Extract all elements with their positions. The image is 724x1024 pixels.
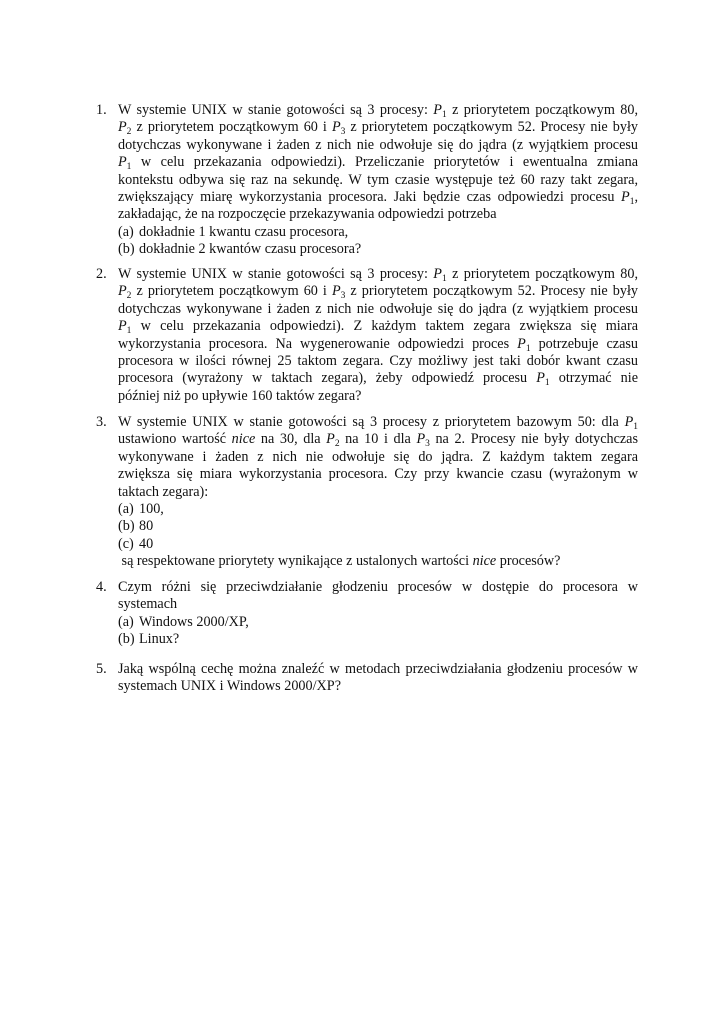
question-number: 4. (96, 579, 107, 595)
question-number: 3. (96, 414, 107, 430)
question-number: 5. (96, 661, 107, 677)
text-line: W systemie UNIX w stanie gotowości są 3 procesy: $P_1$ z priorytetem początkowym 80, (118, 102, 638, 120)
text-line: kontekstu odbywa się raz na sekundę. W tym czasie występuje też 60 razy takt zegara, (118, 171, 638, 188)
text-line: systemach (118, 596, 178, 613)
answer-option: (b) Linux? (118, 631, 180, 648)
text-line: dotychczas wykonywane i żaden z nich nie odwołuje się do jądra (z wyjątkiem procesu (118, 136, 638, 153)
question-text (118, 102, 638, 259)
text-line: Jaką wspólną cechę można znaleźć w metodach przeciwdziałania głodzeniu procesów w (118, 661, 638, 677)
answer-option: (b) 80 (118, 518, 154, 535)
text-line: W systemie UNIX w stanie gotowości są 3 procesy: $P_1$ z priorytetem początkowym 80, (118, 266, 638, 284)
text-line: W systemie UNIX w stanie gotowości są 3 procesy z priorytetem bazowym 50: dla $P_1$ (118, 414, 638, 432)
text-line: wykorzystania procesora. Na wygenerowanie odpowiedzi proces $P_1$ potrzebuje czasu (118, 335, 638, 354)
text-line: dotychczas wykonywane i żaden z nich nie odwołuje się do jądra (z wyjątkiem procesu (118, 300, 638, 317)
text-line: zwiększający miarę wykorzystania procesora. Jaki będzie czas odpowiedzi procesu $P_1$, (118, 189, 638, 208)
question-5 (96, 661, 638, 696)
text-line: taktach zegara): (118, 483, 209, 500)
question-4 (96, 579, 638, 649)
closing-line: są respektowane priorytety wynikające z ustalonych wartości nice procesów? (118, 553, 561, 570)
question-text (118, 266, 638, 405)
question-number: 2. (96, 266, 107, 282)
text-line: Czym różni się przeciwdziałanie głodzeniu procesów w dostępie do procesora w (118, 579, 638, 595)
question-3 (96, 414, 638, 571)
text-line: później niż po upływie 160 taktów zegara? (118, 387, 362, 404)
text-line: $P_1$ w celu przekazania odpowiedzi). Przeliczanie priorytetów i ewentualna zmiana (118, 154, 638, 173)
text-line: $P_2$ z priorytetem początkowym 60 i $P_3$ z priorytetem początkowym 52. Procesy nie były (118, 119, 638, 138)
text-line: $P_1$ w celu przekazania odpowiedzi). Z każdym taktem zegara zwiększa się miara (118, 318, 638, 337)
text-line: zakładając, że na rozpoczęcie przekazywania odpowiedzi potrzeba (118, 206, 497, 223)
text-line: procesora w ilości równej 25 taktom zegara. Czy możliwy jest taki dobór kwant czasu (118, 353, 638, 370)
question-text (118, 579, 638, 649)
text-line: $P_2$ z priorytetem początkowym 60 i $P_3$ z priorytetem początkowym 52. Procesy nie były (118, 283, 638, 302)
answer-option: (a) 100, (118, 501, 164, 518)
question-text (118, 661, 638, 696)
text-line: systemach UNIX i Windows 2000/XP? (118, 678, 341, 695)
question-2 (96, 266, 638, 405)
text-line: wykonywane i żaden z nich nie odwołuje się do jądra. Z każdym taktem zegara (118, 448, 638, 465)
text-line: zwiększa się miara wykorzystania procesora. Czy przy kwancie czasu (wyrażonym w (118, 466, 638, 483)
answer-option: (a) Windows 2000/XP, (118, 613, 249, 630)
text-line: procesora (wyrażony w taktach zegara), żeby odpowiedź procesu $P_1$ otrzymać nie (118, 370, 638, 389)
text-line: ustawiono wartość nice na 30, dla $P_2$ na 10 i dla $P_3$ na 2. Procesy nie były dotychczas (118, 431, 638, 450)
question-1 (96, 102, 638, 259)
answer-option: (a) dokładnie 1 kwantu czasu procesora, (118, 223, 349, 240)
answer-option: (b) dokładnie 2 kwantów czasu procesora? (118, 241, 362, 258)
question-text (118, 414, 638, 571)
question-number: 1. (96, 102, 107, 118)
answer-option: (c) 40 (118, 535, 154, 552)
